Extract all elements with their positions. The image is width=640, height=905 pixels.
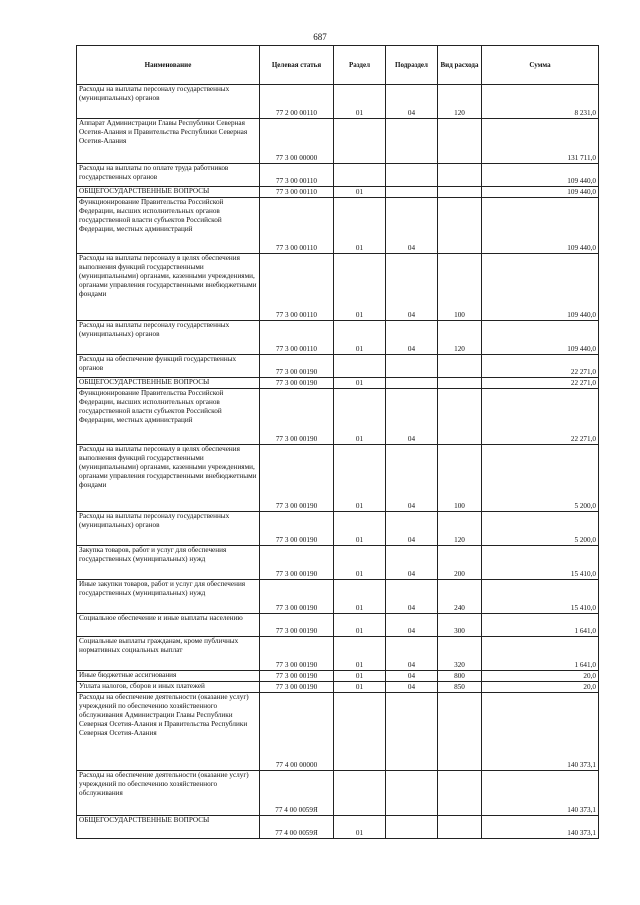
cell-type	[438, 119, 482, 164]
budget-table	[76, 45, 599, 839]
cell-section: 01	[334, 378, 386, 389]
table-row	[77, 198, 599, 254]
cell-sum: 109 440,0	[482, 198, 599, 254]
cell-type	[438, 355, 482, 378]
cell-name: Расходы на обеспечение функций государственных органов	[77, 355, 260, 378]
cell-name: Расходы на выплаты персоналу в целях обеспечения выполнения функций государственными (муниципальными) органами, казенными учреждениями, органами управления государственными внебюджетными фондами	[77, 445, 260, 512]
cell-target: 77 3 00 00190	[260, 637, 334, 671]
cell-subsection	[386, 119, 438, 164]
cell-target: 77 4 00 00000	[260, 693, 334, 771]
cell-sum: 109 440,0	[482, 164, 599, 187]
cell-section	[334, 693, 386, 771]
table-row	[77, 771, 599, 816]
table-row	[77, 614, 599, 637]
cell-sum: 109 440,0	[482, 254, 599, 321]
header-type: Вид расхода	[438, 46, 482, 85]
cell-section: 01	[334, 389, 386, 445]
cell-subsection	[386, 816, 438, 839]
cell-section	[334, 771, 386, 816]
cell-name: Функционирование Правительства Российской Федерации, высших исполнительных органов государственной власти субъектов Российской Федерации, местных администраций	[77, 389, 260, 445]
cell-name: Социальные выплаты гражданам, кроме публичных нормативных социальных выплат	[77, 637, 260, 671]
cell-subsection: 04	[386, 198, 438, 254]
cell-name: Расходы на выплаты персоналу государственных (муниципальных) органов	[77, 321, 260, 355]
cell-name: Расходы на выплаты персоналу государственных (муниципальных) органов	[77, 85, 260, 119]
cell-sum: 20,0	[482, 682, 599, 693]
cell-type: 800	[438, 671, 482, 682]
table-row	[77, 355, 599, 378]
table-body	[77, 85, 599, 839]
cell-target: 77 3 00 00110	[260, 187, 334, 198]
table-row	[77, 187, 599, 198]
cell-sum: 15 410,0	[482, 546, 599, 580]
cell-sum: 109 440,0	[482, 187, 599, 198]
cell-name: Расходы на выплаты по оплате труда работников государственных органов	[77, 164, 260, 187]
cell-name: Функционирование Правительства Российской Федерации, высших исполнительных органов государственной власти субъектов Российской Федерации, местных администраций	[77, 198, 260, 254]
page-number: 687	[313, 32, 327, 42]
header-sum: Сумма	[482, 46, 599, 85]
cell-sum: 1 641,0	[482, 614, 599, 637]
cell-subsection: 04	[386, 682, 438, 693]
cell-subsection: 04	[386, 637, 438, 671]
cell-type	[438, 198, 482, 254]
cell-name: Социальное обеспечение и иные выплаты населению	[77, 614, 260, 637]
cell-section	[334, 355, 386, 378]
cell-type	[438, 164, 482, 187]
cell-subsection: 04	[386, 85, 438, 119]
cell-subsection: 04	[386, 512, 438, 546]
cell-target: 77 3 00 00190	[260, 445, 334, 512]
cell-target: 77 4 00 0059Я	[260, 771, 334, 816]
cell-target: 77 4 00 0059Я	[260, 816, 334, 839]
table-row	[77, 119, 599, 164]
cell-section: 01	[334, 614, 386, 637]
cell-sum: 5 200,0	[482, 512, 599, 546]
cell-type	[438, 816, 482, 839]
cell-type	[438, 187, 482, 198]
cell-sum: 1 641,0	[482, 637, 599, 671]
cell-sum: 131 711,0	[482, 119, 599, 164]
table-header-row	[77, 46, 599, 85]
cell-subsection: 04	[386, 580, 438, 614]
cell-type	[438, 693, 482, 771]
cell-subsection	[386, 771, 438, 816]
table-row	[77, 671, 599, 682]
cell-section	[334, 164, 386, 187]
cell-target: 77 3 00 00190	[260, 671, 334, 682]
cell-target: 77 3 00 00110	[260, 254, 334, 321]
cell-subsection: 04	[386, 254, 438, 321]
cell-name: Расходы на обеспечение деятельности (оказание услуг) учреждений по обеспечению хозяйственного обслуживания	[77, 771, 260, 816]
cell-target: 77 3 00 00190	[260, 512, 334, 546]
cell-sum: 5 200,0	[482, 445, 599, 512]
cell-target: 77 3 00 00190	[260, 614, 334, 637]
cell-section: 01	[334, 512, 386, 546]
cell-name: Иные закупки товаров, работ и услуг для обеспечения государственных (муниципальных) нужд	[77, 580, 260, 614]
cell-type	[438, 771, 482, 816]
cell-type: 120	[438, 85, 482, 119]
cell-type: 320	[438, 637, 482, 671]
cell-name: Расходы на обеспечение деятельности (оказание услуг) учреждений по обеспечению хозяйственного обслуживания Администрации Главы Республики Северная Осетия-Алания и Правительства Республики Северная Осетия-Алания	[77, 693, 260, 771]
cell-target: 77 3 00 00190	[260, 580, 334, 614]
cell-name: ОБЩЕГОСУДАРСТВЕННЫЕ ВОПРОСЫ	[77, 816, 260, 839]
cell-target: 77 3 00 00110	[260, 321, 334, 355]
cell-target: 77 2 00 00110	[260, 85, 334, 119]
cell-sum: 22 271,0	[482, 389, 599, 445]
cell-sum: 22 271,0	[482, 355, 599, 378]
cell-sum: 20,0	[482, 671, 599, 682]
table-row	[77, 580, 599, 614]
cell-section: 01	[334, 671, 386, 682]
cell-sum: 140 373,1	[482, 771, 599, 816]
header-name: Наименование	[77, 46, 260, 85]
table-row	[77, 321, 599, 355]
cell-subsection	[386, 164, 438, 187]
table-row	[77, 637, 599, 671]
table-row	[77, 682, 599, 693]
table-row	[77, 378, 599, 389]
table-row	[77, 512, 599, 546]
cell-section: 01	[334, 682, 386, 693]
cell-type: 100	[438, 254, 482, 321]
cell-subsection: 04	[386, 389, 438, 445]
cell-name: Иные бюджетные ассигнования	[77, 671, 260, 682]
cell-section: 01	[334, 445, 386, 512]
cell-section	[334, 119, 386, 164]
cell-name: Расходы на выплаты персоналу в целях обеспечения выполнения функций государственными (муниципальными) органами, казенными учреждениями, органами управления государственными внебюджетными фондами	[77, 254, 260, 321]
table-row	[77, 389, 599, 445]
cell-target: 77 3 00 00190	[260, 682, 334, 693]
cell-sum: 109 440,0	[482, 321, 599, 355]
cell-sum: 140 373,1	[482, 816, 599, 839]
table-row	[77, 546, 599, 580]
table-row	[77, 445, 599, 512]
cell-section: 01	[334, 321, 386, 355]
cell-target: 77 3 00 00110	[260, 164, 334, 187]
cell-section: 01	[334, 187, 386, 198]
cell-sum: 8 231,0	[482, 85, 599, 119]
cell-name: ОБЩЕГОСУДАРСТВЕННЫЕ ВОПРОСЫ	[77, 378, 260, 389]
cell-subsection	[386, 187, 438, 198]
cell-sum: 15 410,0	[482, 580, 599, 614]
cell-type: 100	[438, 445, 482, 512]
cell-type	[438, 389, 482, 445]
cell-name: Уплата налогов, сборов и иных платежей	[77, 682, 260, 693]
table-row	[77, 254, 599, 321]
cell-section: 01	[334, 85, 386, 119]
cell-type	[438, 378, 482, 389]
cell-target: 77 3 00 00190	[260, 378, 334, 389]
cell-type: 300	[438, 614, 482, 637]
cell-subsection: 04	[386, 614, 438, 637]
cell-type: 200	[438, 546, 482, 580]
cell-target: 77 3 00 00190	[260, 355, 334, 378]
cell-target: 77 3 00 00110	[260, 198, 334, 254]
cell-type: 850	[438, 682, 482, 693]
table-row	[77, 164, 599, 187]
cell-subsection: 04	[386, 671, 438, 682]
cell-subsection: 04	[386, 445, 438, 512]
cell-section: 01	[334, 198, 386, 254]
header-subsection: Подраздел	[386, 46, 438, 85]
cell-section: 01	[334, 816, 386, 839]
cell-subsection: 04	[386, 321, 438, 355]
cell-section: 01	[334, 546, 386, 580]
cell-subsection	[386, 378, 438, 389]
cell-sum: 22 271,0	[482, 378, 599, 389]
table-row	[77, 693, 599, 771]
cell-type: 240	[438, 580, 482, 614]
cell-name: Расходы на выплаты персоналу государственных (муниципальных) органов	[77, 512, 260, 546]
cell-section: 01	[334, 254, 386, 321]
cell-section: 01	[334, 637, 386, 671]
cell-subsection: 04	[386, 546, 438, 580]
table-row	[77, 816, 599, 839]
cell-type: 120	[438, 321, 482, 355]
cell-name: Аппарат Администрации Главы Республики Северная Осетия-Алания и Правительства Республики Северная Осетия-Алания	[77, 119, 260, 164]
header-target: Целевая статья	[260, 46, 334, 85]
header-section: Раздел	[334, 46, 386, 85]
cell-subsection	[386, 355, 438, 378]
cell-name: ОБЩЕГОСУДАРСТВЕННЫЕ ВОПРОСЫ	[77, 187, 260, 198]
table-row	[77, 85, 599, 119]
cell-target: 77 3 00 00000	[260, 119, 334, 164]
cell-target: 77 3 00 00190	[260, 546, 334, 580]
cell-section: 01	[334, 580, 386, 614]
cell-target: 77 3 00 00190	[260, 389, 334, 445]
cell-subsection	[386, 693, 438, 771]
cell-sum: 140 373,1	[482, 693, 599, 771]
cell-name: Закупка товаров, работ и услуг для обеспечения государственных (муниципальных) нужд	[77, 546, 260, 580]
cell-type: 120	[438, 512, 482, 546]
